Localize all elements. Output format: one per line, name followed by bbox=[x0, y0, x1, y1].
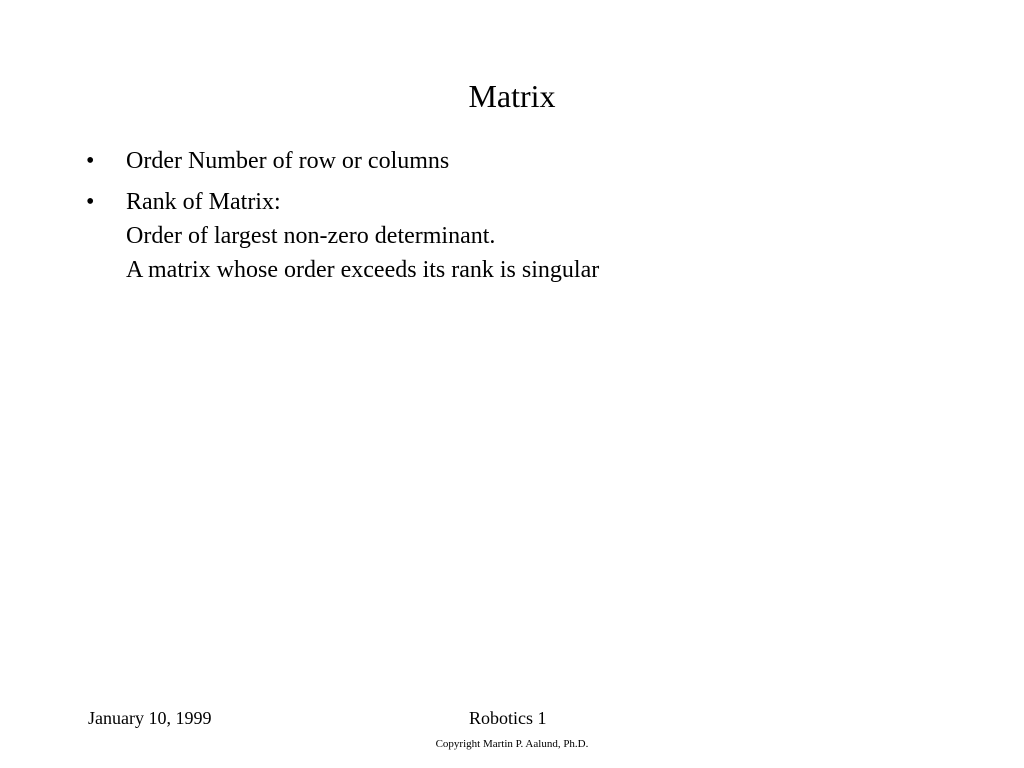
bullet-text-rank-definition: Order of largest non-zero determinant. bbox=[126, 223, 496, 249]
footer-date: January 10, 1999 bbox=[88, 708, 212, 728]
bullet-marker: • bbox=[86, 189, 95, 215]
slide-title: Matrix bbox=[468, 78, 556, 114]
bullet-marker: • bbox=[86, 148, 95, 174]
footer-course-title: Robotics 1 bbox=[469, 708, 547, 728]
bullet-item-rank bbox=[86, 185, 986, 287]
footer-copyright: Copyright Martin P. Aalund, Ph.D. bbox=[435, 738, 589, 750]
bullet-text-singular-note: A matrix whose order exceeds its rank is singular bbox=[126, 257, 600, 283]
bullet-text-rank-heading: Rank of Matrix: bbox=[126, 189, 281, 215]
bullet-item-order bbox=[86, 144, 986, 178]
bullet-text-order-definition: Order Number of row or columns bbox=[126, 148, 450, 174]
bullet-list bbox=[86, 144, 986, 294]
